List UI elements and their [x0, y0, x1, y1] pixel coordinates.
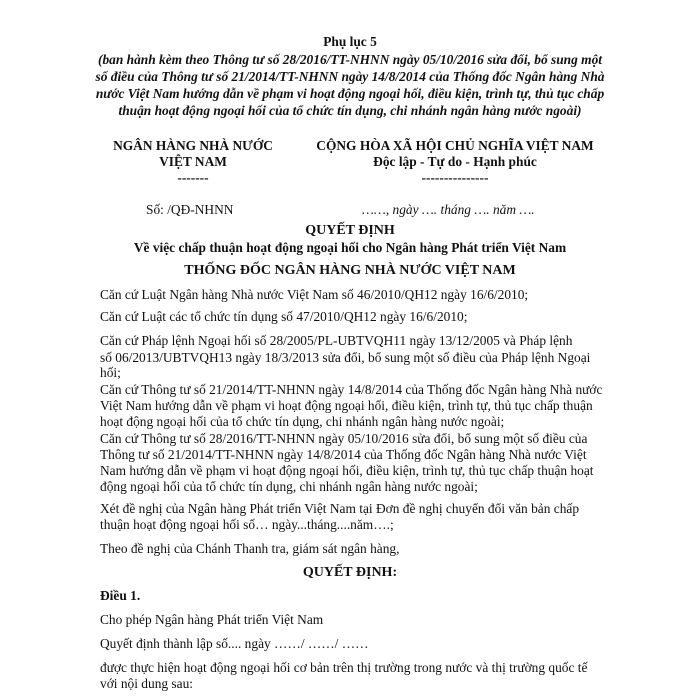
legal-basis: Nam hướng dẫn về phạm vi hoạt động ngoại hối, điều kiện, trình tự, thủ tục chấp thuận hoạt [100, 463, 594, 478]
legal-basis: Xét đề nghị của Ngân hàng Phát triển Việt Nam tại Đơn đề nghị chuyển đổi văn bản chấp [100, 501, 580, 516]
document-date: ……, ngày …. tháng …. năm …. [362, 202, 535, 217]
legal-basis: Theo đề nghị của Chánh Thanh tra, giám sát ngân hàng, [100, 541, 400, 556]
document-number: Số: /QĐ-NHNN [146, 202, 234, 217]
issuer-name-line2: VIỆT NAM [159, 154, 227, 169]
article-line: được thực hiện hoạt động ngoại hối cơ bản trên thị trường trong nước và thị trường quốc tế [100, 660, 588, 675]
appendix-note-line: số điều của Thông tư số 21/2014/TT-NHNN ngày 14/8/2014 của Thống đốc Ngân hàng Nhà [95, 69, 605, 84]
legal-basis: Việt Nam hướng dẫn về phạm vi hoạt động ngoại hối, điều kiện, trình tự, thủ tục chấp thuận [100, 398, 593, 413]
article-line: Quyết định thành lập số.... ngày ……/ ……/ …… [100, 636, 369, 651]
national-motto: Độc lập - Tự do - Hạnh phúc [373, 154, 537, 169]
issuer-name-line1: NGÂN HÀNG NHÀ NƯỚC [113, 138, 273, 153]
article-line: Cho phép Ngân hàng Phát triển Việt Nam [100, 612, 324, 627]
legal-basis: Căn cứ Thông tư số 28/2016/TT-NHNN ngày 05/10/2016 sửa đổi, bổ sung một số điều của [100, 431, 588, 446]
legal-basis: hối; [100, 365, 121, 380]
decision-authority: THỐNG ĐỐC NGÂN HÀNG NHÀ NƯỚC VIỆT NAM [184, 263, 516, 278]
issuer-rule: ------- [177, 170, 209, 185]
appendix-note-line: nước Việt Nam hướng dẫn về phạm vi hoạt động ngoại hối, điều kiện, trình tự, thủ tục chấp [95, 86, 605, 101]
legal-basis: hoạt động ngoại hối của tổ chức tín dụng, chi nhánh ngân hàng nước ngoài; [100, 414, 505, 429]
legal-basis: thuận hoạt động ngoại hối số… ngày...tháng....năm….; [100, 517, 394, 532]
legal-basis: Căn cứ Pháp lệnh Ngoại hối số 28/2005/PL-UBTVQH11 ngày 13/12/2005 và Pháp lệnh [100, 333, 573, 348]
article-heading: Điều 1. [100, 588, 141, 603]
appendix-note-line: (ban hành kèm theo Thông tư số 28/2016/TT-NHNN ngày 05/10/2016 sửa đổi, bổ sung một [98, 52, 602, 67]
legal-basis: Căn cứ Luật Ngân hàng Nhà nước Việt Nam số 46/2010/QH12 ngày 16/6/2010; [100, 287, 529, 302]
decision-title: QUYẾT ĐỊNH [305, 223, 395, 238]
legal-basis: Căn cứ Luật các tổ chức tín dụng số 47/2010/QH12 ngày 16/6/2010; [100, 309, 468, 324]
article-line: với nội dung sau: [100, 676, 194, 691]
legal-basis: động ngoại hối của tổ chức tín dụng, chi nhánh ngân hàng nước ngoài; [100, 479, 478, 494]
appendix-title: Phụ lục 5 [323, 34, 377, 49]
decides-heading: QUYẾT ĐỊNH: [302, 565, 398, 580]
legal-basis: Căn cứ Thông tư số 21/2014/TT-NHNN ngày 14/8/2014 của Thống đốc Ngân hàng Nhà nước [100, 382, 603, 397]
legal-basis: số 06/2013/UBTVQH13 ngày 18/3/2013 sửa đổi, bổ sung một số điều của Pháp lệnh Ngoại [100, 350, 591, 365]
decision-subject: Về việc chấp thuận hoạt động ngoại hối cho Ngân hàng Phát triển Việt Nam [133, 240, 567, 255]
legal-basis: Thông tư số 21/2014/TT-NHNN ngày 14/8/2014 của Thống đốc Ngân hàng Nhà nước Việt [100, 447, 587, 462]
motto-rule: --------------- [421, 170, 489, 185]
appendix-note-line: thuận hoạt động ngoại hối của tổ chức tín dụng, chi nhánh ngân hàng nước ngoài) [118, 103, 582, 118]
national-title: CỘNG HÒA XÃ HỘI CHỦ NGHĨA VIỆT NAM [316, 138, 594, 153]
